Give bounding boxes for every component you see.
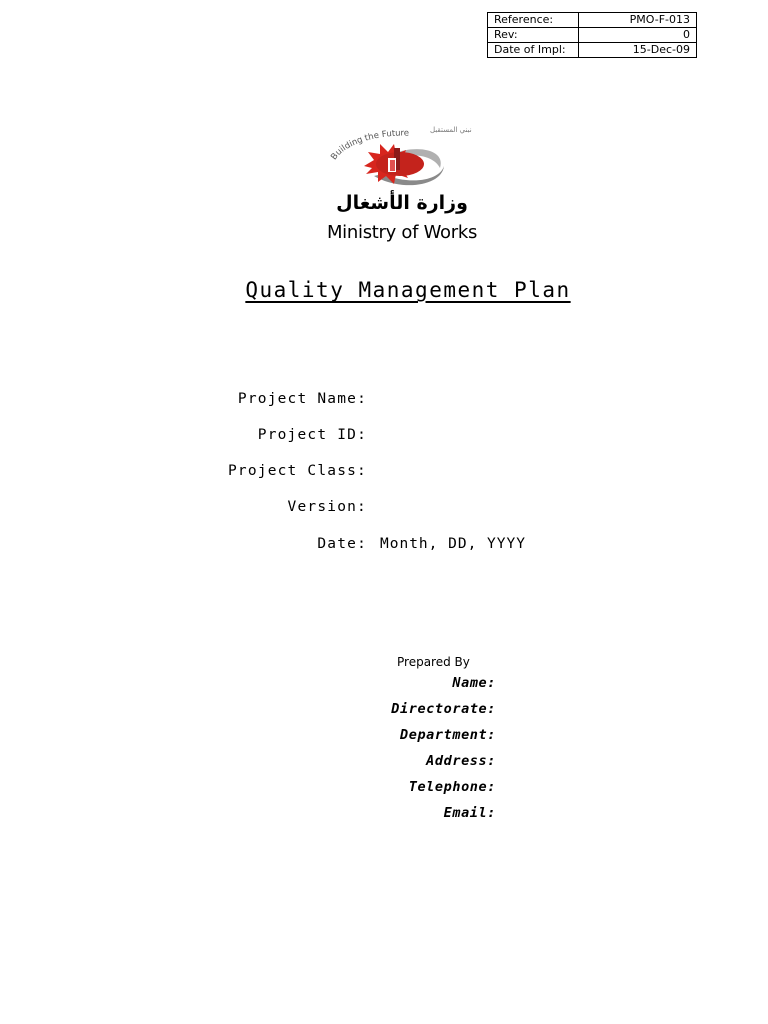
- ministry-emblem-icon: [322, 118, 482, 198]
- project-id-label: Project ID:: [257, 427, 367, 443]
- rev-row: [488, 28, 697, 43]
- date-value: Month, DD, YYYY: [380, 536, 526, 552]
- english-ministry-name: Ministry of Works: [326, 222, 478, 243]
- logo-arabic-tagline: نبني المستقبل: [430, 126, 472, 134]
- version-label: Version:: [287, 499, 367, 515]
- name-label: Name:: [452, 675, 496, 691]
- arabic-ministry-name: وزارة الأشغال: [336, 192, 468, 214]
- document-title: Quality Management Plan: [245, 278, 571, 302]
- reference-row: [488, 13, 697, 28]
- rev-value: 0: [579, 28, 697, 43]
- reference-table: [487, 12, 697, 58]
- prepared-by-heading: Prepared By: [397, 655, 470, 669]
- address-label: Address:: [426, 753, 496, 769]
- project-class-label: Project Class:: [227, 463, 367, 479]
- reference-label: Reference:: [488, 13, 579, 28]
- reference-value: PMO-F-013: [579, 13, 697, 28]
- email-label: Email:: [443, 805, 496, 821]
- date-of-impl-label: Date of Impl:: [488, 43, 579, 58]
- date-of-impl-value: 15-Dec-09: [579, 43, 697, 58]
- department-label: Department:: [399, 727, 496, 743]
- telephone-label: Telephone:: [408, 779, 496, 795]
- date-of-impl-row: [488, 43, 697, 58]
- project-name-label: Project Name:: [237, 391, 367, 407]
- directorate-label: Directorate:: [391, 701, 496, 717]
- logo-tagline: Building the Future: [329, 128, 410, 163]
- date-label: Date:: [317, 536, 367, 552]
- rev-label: Rev:: [488, 28, 579, 43]
